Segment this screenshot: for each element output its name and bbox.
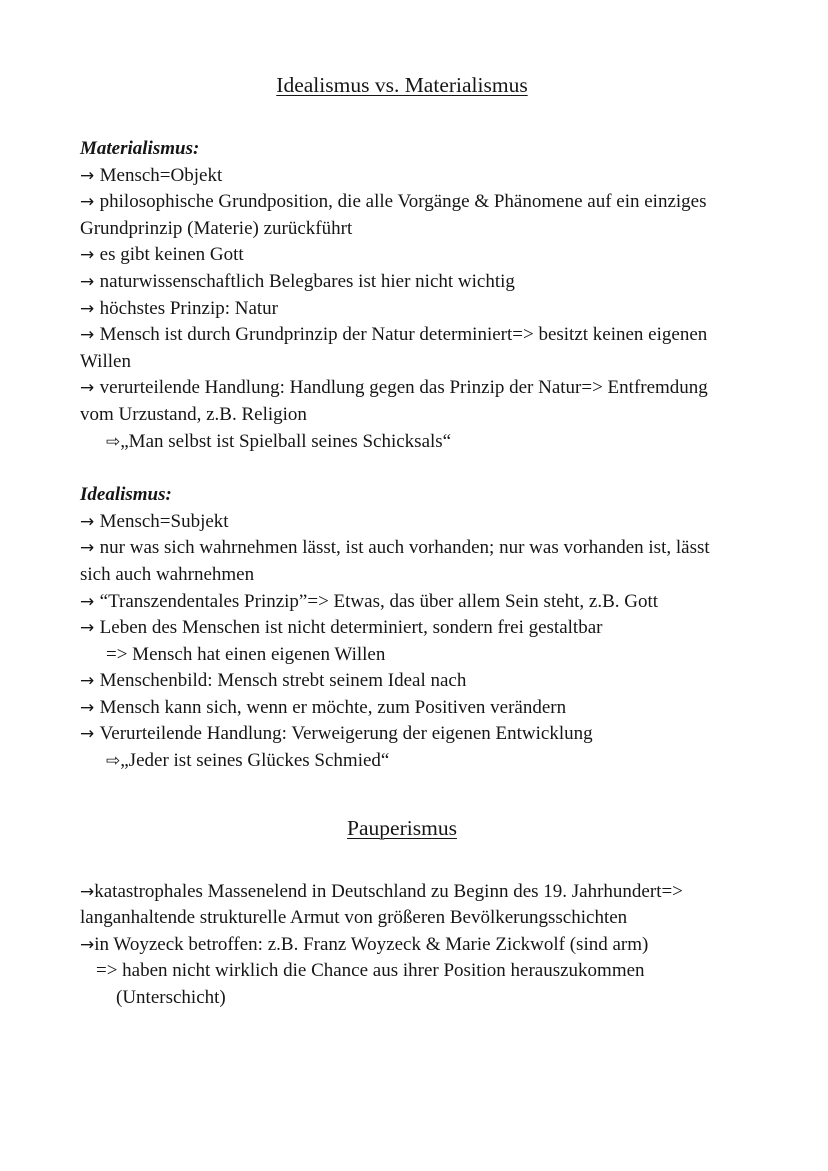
note-line	[80, 535, 724, 588]
note-line-text: philosophische Grundposition, die alle Vorgänge & Phänomene auf ein einziges Grundprinzip (Materie) zurückführt	[80, 191, 707, 239]
note-line	[80, 509, 724, 536]
note-line-text: Mensch=Subjekt	[99, 510, 229, 532]
note-line	[80, 958, 724, 985]
arrow-icon: →	[80, 271, 100, 292]
note-line-text: Mensch kann sich, wenn er möchte, zum Positiven verändern	[99, 696, 567, 718]
notes-group	[80, 879, 724, 1012]
section	[80, 70, 724, 775]
note-line	[80, 589, 724, 616]
note-line-text: in Woyzeck betroffen: z.B. Franz Woyzeck & Marie Zickwolf (sind arm)	[94, 933, 649, 955]
note-line	[80, 189, 724, 242]
arrow-icon: →	[80, 724, 100, 745]
note-line	[80, 429, 724, 456]
arrow-icon: →	[80, 192, 100, 213]
note-line	[80, 668, 724, 695]
note-line-text: naturwissenschaftlich Belegbares ist hier nicht wichtig	[99, 270, 515, 292]
hollow-arrow-icon: ⇨	[106, 751, 121, 772]
note-line-text: höchstes Prinzip: Natur	[99, 297, 279, 319]
section-title	[80, 70, 724, 100]
note-line-text: verurteilende Handlung: Handlung gegen das Prinzip der Natur=> Entfremdung vom Urzustand, z.B. Religion	[80, 377, 708, 425]
arrow-icon: →	[80, 881, 95, 902]
notes-group	[80, 136, 724, 455]
note-line-text: Verurteilende Handlung: Verweigerung der eigenen Entwicklung	[99, 723, 593, 745]
note-line-text: Mensch ist durch Grundprinzip der Natur determiniert=> besitzt keinen eigenen Willen	[80, 324, 708, 372]
arrow-icon: →	[80, 538, 100, 559]
note-line	[80, 296, 724, 323]
note-line	[80, 879, 724, 932]
note-line-text: katastrophales Massenelend in Deutschland zu Beginn des 19. Jahrhundert=> langanhaltende strukturelle Armut von größeren Bevölkerungsschichten	[80, 880, 683, 929]
note-line	[80, 695, 724, 722]
note-line-text: (Unterschicht)	[116, 987, 226, 1009]
arrow-icon: →	[80, 697, 100, 718]
notes-group	[80, 482, 724, 775]
note-line-text: „Jeder ist seines Glückes Schmied“	[120, 750, 390, 772]
note-line-text: => haben nicht wirklich die Chance aus ihrer Position herauszukommen	[96, 960, 645, 982]
note-line	[80, 242, 724, 269]
note-line	[80, 375, 724, 428]
note-line	[80, 163, 724, 190]
note-line-text: Menschenbild: Mensch strebt seinem Ideal nach	[99, 670, 467, 692]
note-line-text: nur was sich wahrnehmen lässt, ist auch vorhanden; nur was vorhanden ist, lässt sich auch wahrnehmen	[80, 537, 710, 585]
group-heading: Idealismus:	[80, 484, 172, 506]
note-line	[80, 269, 724, 296]
note-line	[80, 615, 724, 642]
note-line-text: “Transzendentales Prinzip”=> Etwas, das über allem Sein steht, z.B. Gott	[99, 590, 659, 612]
note-line-text: Mensch=Objekt	[99, 164, 223, 186]
arrow-icon: →	[80, 618, 100, 639]
arrow-icon: →	[80, 671, 100, 692]
arrow-icon: →	[80, 298, 100, 319]
note-line	[80, 642, 724, 669]
note-line	[80, 932, 724, 959]
note-line	[80, 748, 724, 775]
section-title-text: Pauperismus	[347, 815, 457, 840]
section-title	[80, 813, 724, 843]
section	[80, 813, 724, 1012]
note-line-text: Leben des Menschen ist nicht determiniert, sondern frei gestaltbar	[99, 617, 603, 639]
note-line-text: „Man selbst ist Spielball seines Schicksals“	[120, 430, 452, 452]
arrow-icon: →	[80, 325, 100, 346]
group-heading: Materialismus:	[80, 138, 200, 159]
arrow-icon: →	[80, 934, 95, 955]
note-line	[80, 985, 724, 1012]
note-line-text: es gibt keinen Gott	[99, 244, 244, 266]
note-line-text: => Mensch hat einen eigenen Willen	[106, 643, 386, 665]
section-title-text: Idealismus vs. Materialismus	[276, 73, 528, 97]
arrow-icon: →	[80, 511, 100, 532]
arrow-icon: →	[80, 165, 100, 186]
arrow-icon: →	[80, 591, 100, 612]
note-line	[80, 721, 724, 748]
notes-content	[80, 70, 724, 1012]
arrow-icon: →	[80, 378, 100, 399]
note-line	[80, 322, 724, 375]
hollow-arrow-icon: ⇨	[106, 431, 121, 452]
arrow-icon: →	[80, 245, 100, 266]
